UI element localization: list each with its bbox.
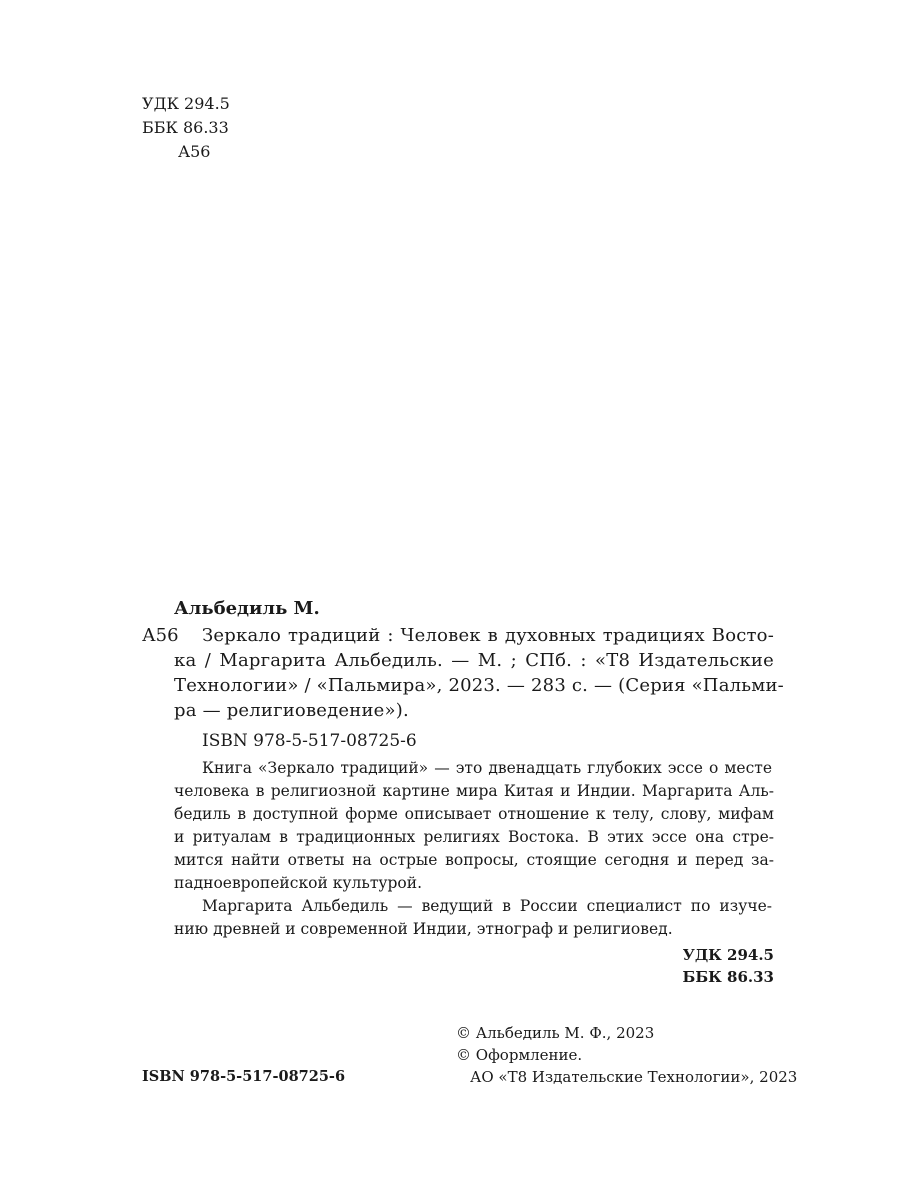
bibliographic-line-3: Технологии» / «Пальмира», 2023. — 283 с. — (Серия «Пальми- xyxy=(174,675,784,696)
card-isbn: ISBN 978-5-517-08725-6 xyxy=(202,731,417,751)
top-udk: УДК 294.5 xyxy=(142,94,230,113)
copyright-design: © Оформление. xyxy=(456,1046,583,1064)
top-author-sign: А56 xyxy=(178,142,211,161)
annotation-line-5: мится найти ответы на острые вопросы, стоящие сегодня и перед за- xyxy=(174,851,774,869)
shelf-mark: А56 xyxy=(142,625,179,646)
bibliographic-line-1: Зеркало традиций : Человек в духовных традициях Восто- xyxy=(202,625,774,646)
annotation-line-8: нию древней и современной Индии, этнограф и религиовед. xyxy=(174,920,673,938)
card-udk: УДК 294.5 xyxy=(682,946,774,964)
copyright-publisher: АО «Т8 Издательские Технологии», 2023 xyxy=(470,1068,798,1086)
annotation-line-3: бедиль в доступной форме описывает отношение к телу, слову, мифам xyxy=(174,805,774,823)
annotation-line-2: человека в религиозной картине мира Китая и Индии. Маргарита Аль- xyxy=(174,782,774,800)
author-heading: Альбедиль М. xyxy=(174,598,320,619)
copyright-author: © Альбедиль М. Ф., 2023 xyxy=(456,1024,655,1042)
card-bbk: ББК 86.33 xyxy=(682,968,774,986)
annotation-line-1: Книга «Зеркало традиций» — это двенадцать глубоких эссе о месте xyxy=(202,759,772,777)
annotation-line-7: Маргарита Альбедиль — ведущий в России специалист по изуче- xyxy=(202,897,772,915)
bottom-isbn: ISBN 978-5-517-08725-6 xyxy=(142,1068,346,1085)
annotation-line-4: и ритуалам в традиционных религиях Востока. В этих эссе она стре- xyxy=(174,828,774,846)
top-bbk: ББК 86.33 xyxy=(142,118,229,137)
annotation-line-6: падноевропейской культурой. xyxy=(174,874,423,892)
bibliographic-line-4: ра — религиоведение»). xyxy=(174,700,409,721)
bibliographic-line-2: ка / Маргарита Альбедиль. — М. ; СПб. : «Т8 Издательские xyxy=(174,650,774,671)
